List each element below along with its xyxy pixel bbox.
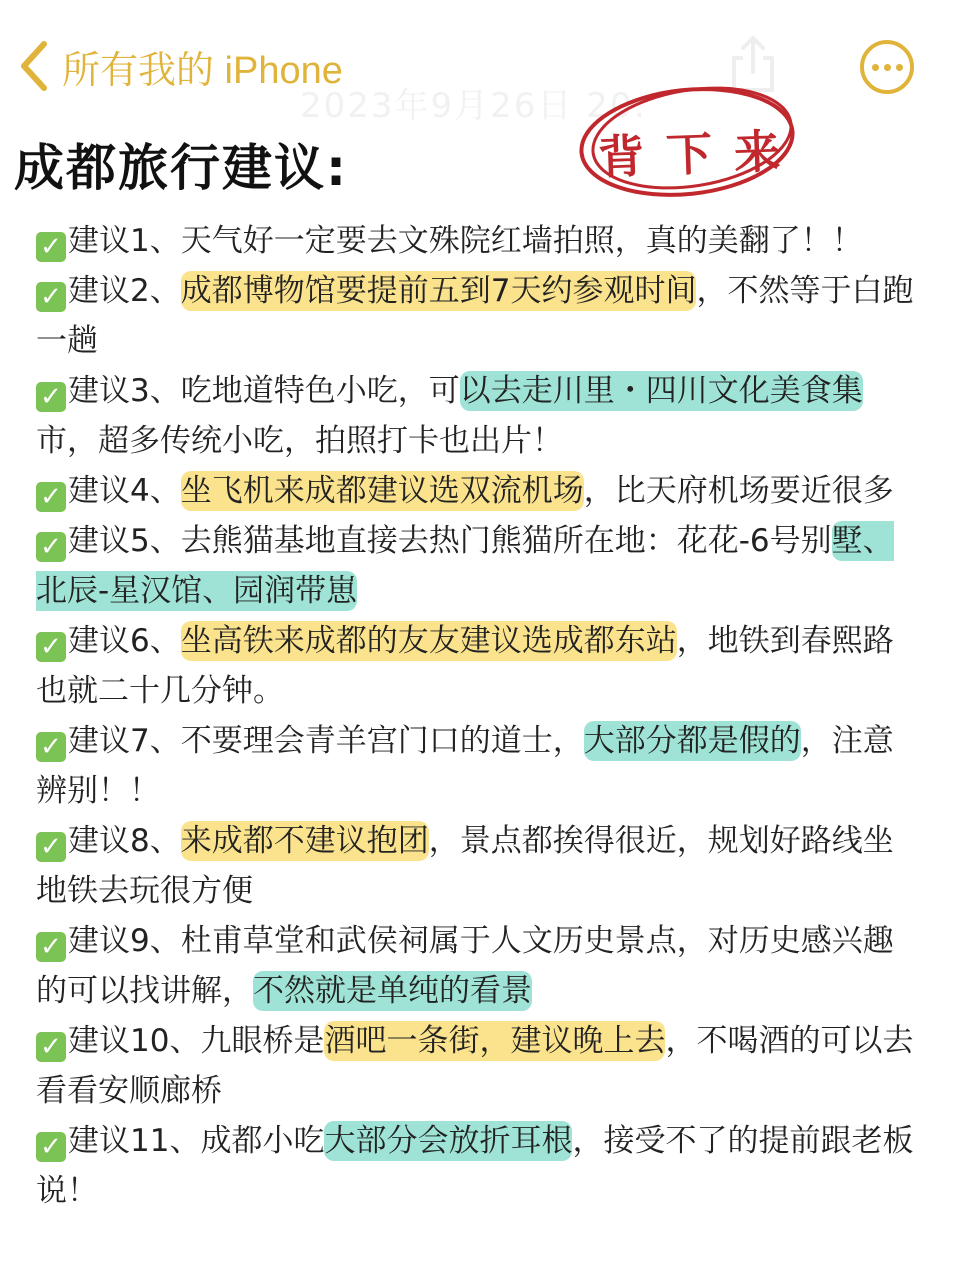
tip-text: 建议5、去熊猫基地直接去热门熊猫所在地：花花-6号别 xyxy=(68,523,832,559)
tip-item xyxy=(36,1016,916,1116)
tip-highlight: 坐飞机来成都建议选双流机场 xyxy=(180,473,584,509)
tip-text-suffix: ，比天府机场要近很多 xyxy=(583,473,894,509)
tip-item xyxy=(36,816,916,916)
tip-highlight: 墅、北辰-星汉馆、园润带崽 xyxy=(36,523,894,609)
back-label: 所有我的 iPhone xyxy=(62,49,343,92)
tip-item xyxy=(36,616,916,716)
check-mark-icon: ✓ xyxy=(36,732,66,762)
tip-highlight: 以去走川里・四川文化美食集 xyxy=(459,373,863,409)
check-mark-icon: ✓ xyxy=(36,932,66,962)
tip-text: 建议11、成都小吃 xyxy=(68,1123,325,1159)
check-mark-icon: ✓ xyxy=(36,382,66,412)
tips-list xyxy=(36,216,916,1216)
tip-text: 建议9、杜甫草堂和武侯祠属于人文历史景点，对历史感兴趣的可以找讲解， xyxy=(36,923,894,1009)
tip-highlight: 大部分都是假的 xyxy=(583,723,801,759)
tip-text-suffix: ，不然等于白跑一趟 xyxy=(36,273,914,359)
check-mark-icon: ✓ xyxy=(36,832,66,862)
tip-highlight: 来成都不建议抱团 xyxy=(180,823,429,859)
tip-item xyxy=(36,266,916,366)
tip-text: 建议4、 xyxy=(68,473,181,509)
tip-highlight: 成都博物馆要提前五到7天约参观时间 xyxy=(180,273,697,309)
tip-text-suffix: ，不喝酒的可以去看看安顺廊桥 xyxy=(36,1023,914,1109)
tip-text-suffix: ，景点都挨得很近，规划好路线坐地铁去玩很方便 xyxy=(36,823,894,909)
tip-item xyxy=(36,1116,916,1216)
more-icon[interactable] xyxy=(860,40,914,94)
tip-text: 建议10、九眼桥是 xyxy=(68,1023,325,1059)
tip-highlight: 坐高铁来成都的友友建议选成都东站 xyxy=(180,623,677,659)
tip-text: 建议2、 xyxy=(68,273,181,309)
check-mark-icon: ✓ xyxy=(36,282,66,312)
check-mark-icon: ✓ xyxy=(36,1132,66,1162)
check-mark-icon: ✓ xyxy=(36,532,66,562)
tip-highlight: 大部分会放折耳根 xyxy=(324,1123,573,1159)
tip-text-suffix: ，注意辨别！！ xyxy=(36,723,894,809)
check-mark-icon: ✓ xyxy=(36,632,66,662)
stamp-text: 背下来 xyxy=(597,123,803,185)
tip-text-suffix: 市，超多传统小吃，拍照打卡也出片！ xyxy=(36,423,563,459)
tip-item xyxy=(36,716,916,816)
tip-text: 建议6、 xyxy=(68,623,181,659)
chevron-left-icon xyxy=(18,40,48,92)
tip-item xyxy=(36,216,916,266)
tip-highlight: 酒吧一条街，建议晚上去 xyxy=(324,1023,666,1059)
tip-text: 建议8、 xyxy=(68,823,181,859)
tip-text: 建议1、天气好一定要去文殊院红墙拍照，真的美翻了！！ xyxy=(68,223,863,259)
tip-text-suffix: ，接受不了的提前跟老板说！ xyxy=(36,1123,914,1209)
check-mark-icon: ✓ xyxy=(36,482,66,512)
back-button[interactable] xyxy=(18,38,343,94)
tip-item xyxy=(36,916,916,1016)
tip-item xyxy=(36,516,916,616)
tip-item xyxy=(36,466,916,516)
tip-text: 建议7、不要理会青羊宫门口的道士， xyxy=(68,723,584,759)
check-mark-icon: ✓ xyxy=(36,232,66,262)
tip-text-suffix: ，地铁到春熙路也就二十几分钟。 xyxy=(36,623,894,709)
page-title: 成都旅行建议: xyxy=(14,139,348,197)
navigation-bar xyxy=(0,0,958,126)
tip-highlight: 不然就是单纯的看景 xyxy=(253,973,532,1009)
check-mark-icon: ✓ xyxy=(36,1032,66,1062)
tip-text: 建议3、吃地道特色小吃，可 xyxy=(68,373,460,409)
tip-item xyxy=(36,366,916,466)
note-date: 2023年9月26日 20: xyxy=(300,86,647,126)
